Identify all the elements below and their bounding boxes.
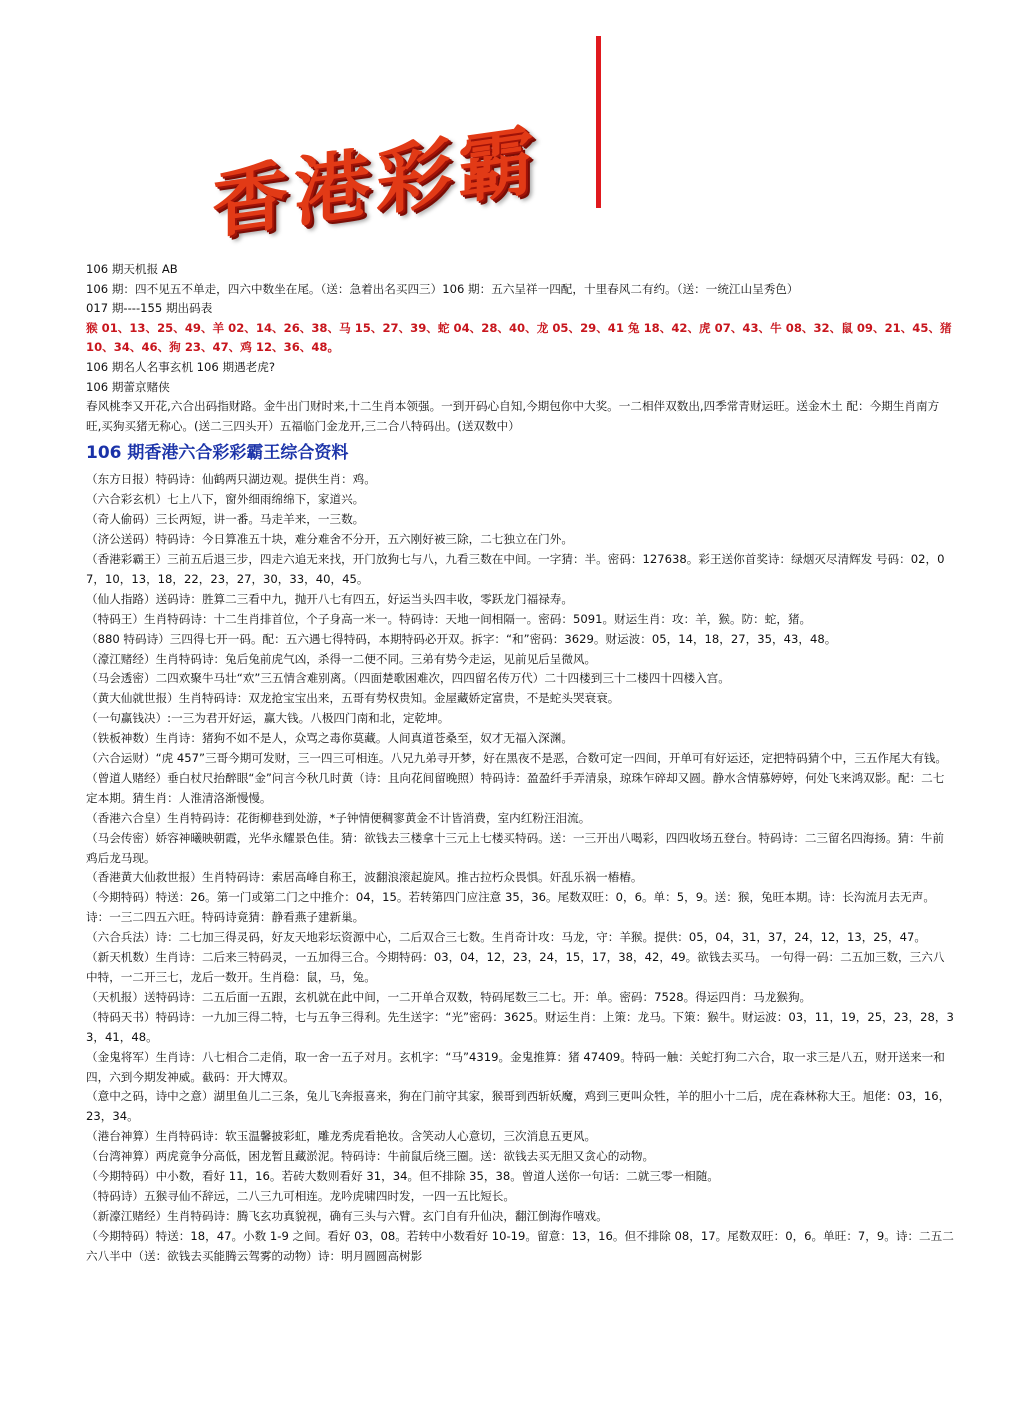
entry-item: （济公送码）特码诗：今日算准五十块，难分难舍不分开，五六刚好被三除，二七独立在门外。 <box>86 532 573 547</box>
entry-item: （今期特码）中小数，看好 11，16。若砖大数则看好 31，34。但不排除 35，38。曾道人送你一句话：二就三零一相随。 <box>86 1169 719 1184</box>
header-line: 106 期：四不见五不单走，四六中数坐在尾。（送：急着出名买四三）106 期：五六呈祥一四配，十里春风二有约。（送：一统江山呈秀色） <box>86 281 799 296</box>
entry-item: （曾道人赌经）垂白杖尺抬醉眼“金”问言今秋几时黄（诗：且向花间留晚照）特码诗：盈盈纤手弄清泉，琼珠乍碎却又圆。静水含情慕婷婷，何处飞来鸿双影。配：二七定本期。猜生肖：人淮清洛渐慢慢。 <box>86 770 945 805</box>
entry-item: （港台神算）生肖特码诗：软玉温馨披彩虹，雕龙秀虎看艳妆。含笑动人心意切，三次消息五更风。 <box>86 1129 597 1144</box>
entry-item: （意中之码，诗中之意）湖里鱼儿二三条，兔儿飞奔报喜来，狗在门前守其家，猴哥到西斩妖魔，鸡到三更叫众牲，羊的胆小十二后，虎在森林称大王。旭佬：03，16，23，34。 <box>86 1089 951 1124</box>
entry-item: （东方日报）特码诗：仙鹤两只湖边观。提供生肖：鸡。 <box>86 472 376 487</box>
entry-item: （马会透密）二四欢聚牛马壮“欢”三五情含难别离。（四面楚歌困难次，四四留名传万代）二十四楼到三十二楼四十四楼入宫。 <box>86 671 730 686</box>
entry-item: （特码王）生肖特码诗：十二生肖排首位，个子身高一米一。特码诗：天地一间相隔一。密码：5091。财运生肖：攻：羊，猴。防：蛇，猪。 <box>86 611 812 626</box>
sub-line: 春风桃李又开花,六合出码指财路。金牛出门财时来,十二生肖本领强。一到开码心自知,今期包你中大奖。一二相伴双数出,四季常青财运旺。送金木土 配：今期生肖南方旺,买狗买猪无称心。(送二三四头开）五福临门金龙开,三二合八特码出。(送双数中） <box>86 399 940 433</box>
section-title: 106 期香港六合彩彩霸王综合资料 <box>86 443 349 464</box>
entry-item: （六合彩玄机）七上八下，窗外细雨绵绵下，家道兴。 <box>86 492 365 507</box>
entry-item: （台湾神算）两虎竟争分高低，困龙暂且藏淤泥。特码诗：牛前鼠后绕三圈。送：欲钱去买无胆又贪心的动物。 <box>86 1149 655 1164</box>
entry-item: （香港黄大仙救世报）生肖特码诗：索居高峰自称王，波翻浪滚起旋风。推古拉朽众畏惧。奸乱乐祸一樁樁。 <box>86 870 643 885</box>
sub-line: 106 期蕾京赌侠 <box>86 379 170 394</box>
entry-item: （新天机数）生肖诗：二后来三特码灵，一五加得三合。今期特码：03，04，12，23，24，15，17，38，42，49。欲钱去买马。 一句得一码：二五加三数，三六八中特，一二开三七，龙后一数开。生肖稳：鼠，马，兔。 <box>86 950 945 984</box>
banner-title: 香港彩霸 <box>212 114 540 250</box>
sub-line: 106 期名人名事玄机 106 期遇老虎? <box>86 359 275 374</box>
entry-item: （今期特码）特送：26。第一门或第二门之中推介：04，15。若转第四门应注意 35，36。尾数双旺：0，6。单：5，9。送：猴，兔旺本期。诗：长沟流月去无声。诗：一三二四五六旺。特码诗竟猜：静看燕子建新巢。 <box>86 890 935 925</box>
entry-item: （六合兵法）诗：二七加三得灵码，好友天地彩坛资源中心，二后双合三七数。生肖奇计攻：马龙，守：羊猴。提供：05，04，31，37，24，12，13，25，47。 <box>86 930 926 945</box>
entry-item: （特码天书）特码诗：一九加三得二特，七与五争三得利。先生送字：“光”密码：3625。财运生肖：上策：龙马。下策：猴牛。财运波：03，11，19，25，23，28，33，41，48。 <box>86 1009 954 1044</box>
entry-item: （特码诗）五猴寻仙不辞远，二八三九可相连。龙吟虎啸四时发，一四一五比短长。 <box>86 1188 515 1203</box>
entry-item: （金鬼将军）生肖诗：八七相合二走俏，取一舍一五子对月。玄机字：“马”4319。金鬼推算：猪 47409。特码一触：关蛇打狗二六合，取一求三是八五，财开送来一和四，六到今期发神威。截码：开大博双。 <box>86 1049 945 1084</box>
entry-item: （马会传密）娇容神曦映朝霞，光华永耀景色佳。猜：欲钱去三楼拿十三元上七楼买特码。送：一三开出八喝彩，四四收场五登台。特码诗：二三留名四海扬。猜：牛前鸡后龙马现。 <box>86 830 944 865</box>
entry-list <box>86 470 954 1266</box>
entry-item: （仙人指路）送码诗：胜算二三看中九，抛开八七有四五，好运当头四丰收，零跃龙门福禄寿。 <box>86 591 573 606</box>
entry-item: （香港六合皇）生肖特码诗：花街柳巷到处游，*子钟情便稠寥黄金不计皆消费，室内红粉汪泪流。 <box>86 810 591 825</box>
entry-item: （黄大仙就世报）生肖特码诗：双龙抢宝宝出来，五哥有势权贵知。金屋藏娇定富贵，不是蛇头哭衰衰。 <box>86 691 620 706</box>
entry-item: （880 特码诗）三四得七开一码。配：五六遇七得特码，本期特码必开双。拆字：“和”密码：3629。财运波：05，14，18，27，35，43，48。 <box>86 631 837 646</box>
zodiac-number-table: 猴 01、13、25、49、羊 02、14、26、38、马 15、27、39、蛇 04、28、40、龙 05、29、41 兔 18、42、虎 07、43、牛 08、32、鼠 09、21、45、猪 10、34、46、狗 23、47、鸡 12、36、48。 <box>86 320 952 355</box>
entry-item: （奇人偷码）三长两短，讲一番。马走羊来，一三数。 <box>86 512 365 527</box>
document-body <box>86 260 954 1267</box>
entry-item: （濠江赌经）生肖特码诗：兔后兔前虎气凶，杀得一二便不同。三弟有势今走运，见前见后呈微风。 <box>86 651 597 666</box>
header-line: 017 期----155 期出码表 <box>86 301 213 316</box>
entry-item: （天机报）送特码诗：二五后面一五跟，玄机就在此中间，一二开单合双数，特码尾数三二七。开：单。密码：7528。得运四肖：马龙猴狗。 <box>86 989 812 1004</box>
entry-item: （一句赢钱决）:一三为君开好运，赢大钱。八极四门南和北，定乾坤。 <box>86 711 450 726</box>
entry-item: （铁板神数）生肖诗：猪狗不如不是人，众骂之毒你莫藏。人间真道苍桑至，奴才无福入深渊。 <box>86 731 573 746</box>
entry-item: （香港彩霸王）三前五后退三步，四走六追无来找，开门放狗七与八，九看三数在中间。一字猜：半。密码：127638。彩王送你首奖诗：绿烟灭尽清辉发 号码：02，07，10，13，18，22，23，27，30，33，40，45。 <box>86 551 945 586</box>
entry-item: （今期特码）特送：18，47。小数 1-9 之间。看好 03，08。若转中小数看好 10-19。留意：13，16。但不排除 08，17。尾数双旺：0，6。单旺：7，9。诗：二五二六八半中（送：欲钱去买能腾云驾雾的动物）诗：明月圆圆高树影 <box>86 1228 954 1263</box>
header-line: 106 期天机报 AB <box>86 262 178 276</box>
entry-item: （新濠江赌经）生肖特码诗：腾飞玄功真貌视，确有三头与六臂。玄门自有升仙决，翻江倒海作嘻戏。 <box>86 1208 608 1223</box>
entry-item: （六合运财）“虎 457”三哥今期可发财，三一四三可相连。八兄九弟寻开梦，好在黑夜不是恶，合数可定一四间，开单可有好运还，定把特码猜个中，三五作尾大有钱。 <box>86 751 947 766</box>
